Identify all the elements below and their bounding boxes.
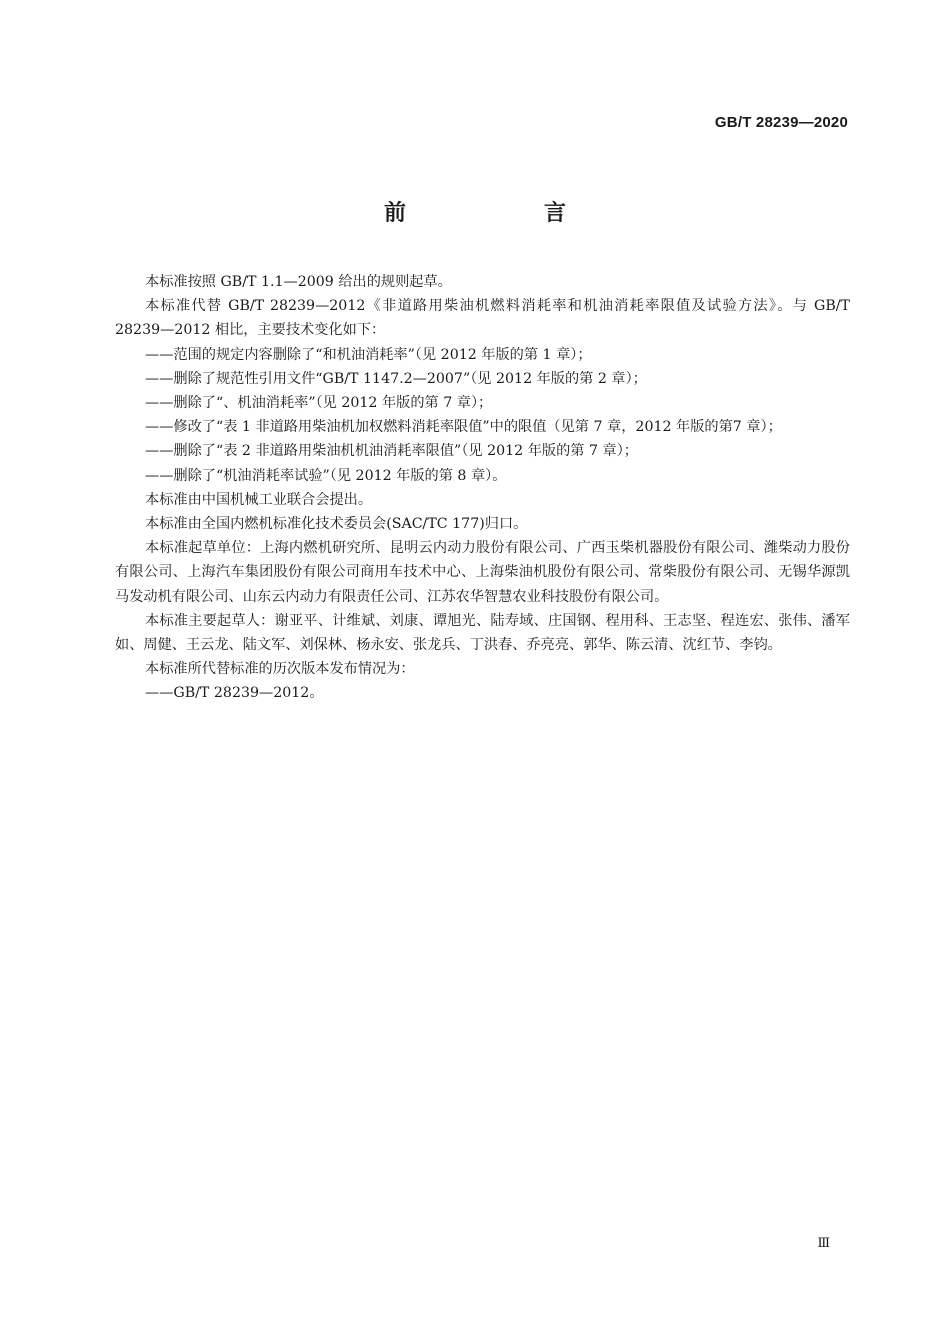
paragraph-replacement: 本标准代替 GB/T 28239—2012《非道路用柴油机燃料消耗率和机油消耗率限值及试验方法》。与 GB/T 28239—2012 相比，主要技术变化如下： (115, 298, 850, 339)
change-item-table-2: ——删除了“表 2 非道路用柴油机机油消耗率限值”（见 2012 年版的第 7 章）； (145, 443, 638, 460)
paragraph-proposer: 本标准由中国机械工业联合会提出。 (145, 491, 373, 508)
change-item-oil-test: ——删除了“机油消耗率试验”（见 2012 年版的第 8 章）。 (145, 467, 507, 484)
change-item-table-1: ——修改了“表 1 非道路用柴油机加权燃料消耗率限值”中的限值（见第 7 章，2012 年版的第7 章）； (145, 419, 782, 436)
standard-code: GB/T 28239—2020 (714, 114, 848, 131)
page-title: 前 言 (383, 201, 624, 226)
change-item-oil-consumption-rate: ——删除了“、机油消耗率”（见 2012 年版的第 7 章）； (145, 395, 493, 412)
paragraph-drafting-units: 本标准起草单位：上海内燃机研究所、昆明云内动力股份有限公司、广西玉柴机器股份有限公司、潍柴动力股份有限公司、上海汽车集团股份有限公司商用车技术中心、上海柴油机股份有限公司、常柴股份有限公司、无锡华源凯马发动机有限公司、山东云内动力有限责任公司、江苏农华智慧农业科技股份有限公司。 (115, 540, 850, 605)
paragraph-drafters: 本标准主要起草人：谢亚平、计维斌、刘康、谭旭光、陆寿域、庄国钢、程用科、王志坚、程连宏、张伟、潘军如、周健、王云龙、陆文军、刘保林、杨永安、张龙兵、丁洪春、乔亮亮、郭华、陈云清、沈红节、李钧。 (115, 612, 850, 654)
paragraph-history: 本标准所代替标准的历次版本发布情况为： (145, 661, 415, 678)
paragraph-drafting-rules: 本标准按照 GB/T 1.1—2009 给出的规则起草。 (145, 274, 452, 290)
page-number: Ⅲ (817, 1236, 830, 1251)
change-item-normative-reference: ——删除了规范性引用文件“GB/T 1147.2—2007”（见 2012 年版的第 2 章）； (145, 370, 647, 387)
foreword-body (115, 270, 850, 706)
change-item-scope: ——范围的规定内容删除了“和机油消耗率”（见 2012 年版的第 1 章）； (145, 346, 592, 363)
paragraph-committee: 本标准由全国内燃机标准化技术委员会(SAC/TC 177)归口。 (145, 516, 528, 533)
history-item: ——GB/T 28239—2012。 (145, 685, 324, 702)
